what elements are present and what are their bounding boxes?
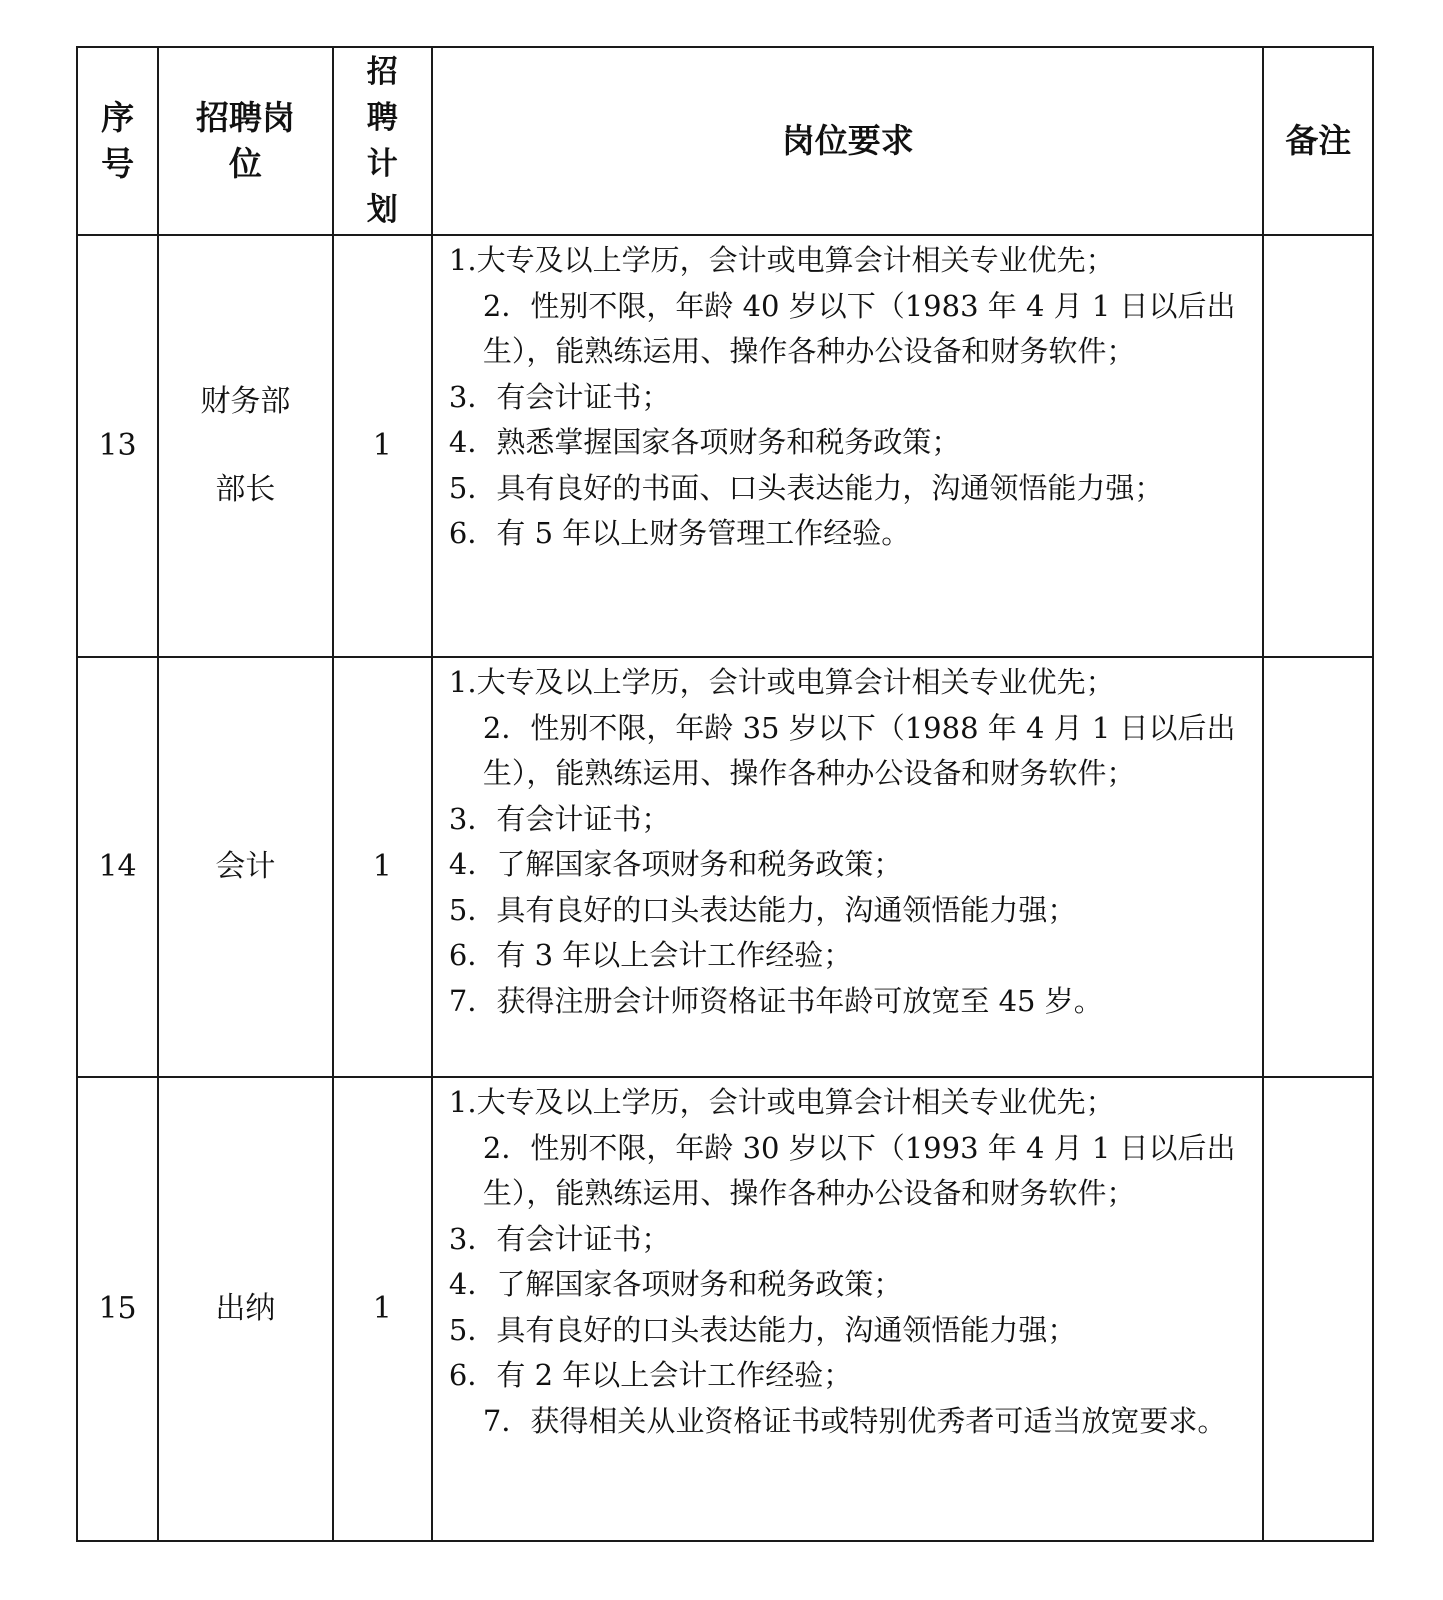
table-header-row <box>77 47 1373 235</box>
row-note <box>1263 657 1373 1077</box>
requirement-item: 6．有 3 年以上会计工作经验； <box>448 938 853 972</box>
requirement-item: 6．有 2 年以上会计工作经验； <box>448 1358 853 1392</box>
requirement-item: 4．熟悉掌握国家各项财务和税务政策； <box>448 425 961 459</box>
row-requirements <box>432 657 1264 1077</box>
row-requirements <box>432 235 1264 657</box>
row-post: 会计 <box>158 657 332 1077</box>
header-note: 备注 <box>1263 47 1373 235</box>
row-post: 财务部 部长 <box>158 235 332 657</box>
table-row <box>77 1077 1373 1541</box>
row-plan: 1 <box>333 1077 432 1541</box>
recruitment-table <box>76 46 1374 1542</box>
requirement-item: 3．有会计证书； <box>448 801 671 836</box>
header-plan: 招 聘 计 划 <box>333 47 432 235</box>
requirement-item: 1.大专及以上学历，会计或电算会计相关专业优先； <box>448 665 1115 699</box>
table-row <box>77 235 1373 657</box>
requirement-item: 2．性别不限，年龄 35 岁以下（1988 年 4 月 1 日以后出生），能熟练运用、操作各种办公设备和财务软件； <box>482 710 1236 790</box>
row-requirements <box>432 1077 1264 1541</box>
requirement-item: 7．获得相关从业资格证书或特别优秀者可适当放宽要求。 <box>482 1403 1227 1438</box>
header-requirements: 岗位要求 <box>432 47 1264 235</box>
requirement-item: 3．有会计证书； <box>448 379 671 414</box>
requirement-item: 5．具有良好的书面、口头表达能力，沟通领悟能力强； <box>448 470 1164 505</box>
header-post: 招聘岗 位 <box>158 47 332 235</box>
requirement-item: 1.大专及以上学历，会计或电算会计相关专业优先； <box>448 243 1115 277</box>
requirement-item: 4．了解国家各项财务和税务政策； <box>448 847 903 881</box>
requirement-item: 5．具有良好的口头表达能力，沟通领悟能力强； <box>448 892 1077 927</box>
requirement-item: 4．了解国家各项财务和税务政策； <box>448 1267 903 1301</box>
row-plan: 1 <box>333 235 432 657</box>
row-post: 出纳 <box>158 1077 332 1541</box>
row-plan: 1 <box>333 657 432 1077</box>
requirement-item: 7．获得注册会计师资格证书年龄可放宽至 45 岁。 <box>448 983 1103 1018</box>
requirement-item: 5．具有良好的口头表达能力，沟通领悟能力强； <box>448 1312 1077 1347</box>
row-note <box>1263 235 1373 657</box>
row-note <box>1263 1077 1373 1541</box>
header-seq: 序 号 <box>77 47 158 235</box>
requirement-item: 1.大专及以上学历，会计或电算会计相关专业优先； <box>448 1085 1115 1119</box>
table-row <box>77 657 1373 1077</box>
row-seq: 15 <box>77 1077 158 1541</box>
requirement-item: 2．性别不限，年龄 30 岁以下（1993 年 4 月 1 日以后出生），能熟练运用、操作各种办公设备和财务软件； <box>482 1130 1236 1210</box>
row-seq: 14 <box>77 657 158 1077</box>
requirement-item: 6．有 5 年以上财务管理工作经验。 <box>448 516 911 550</box>
requirement-item: 3．有会计证书； <box>448 1221 671 1256</box>
requirement-item: 2．性别不限，年龄 40 岁以下（1983 年 4 月 1 日以后出生），能熟练运用、操作各种办公设备和财务软件； <box>482 288 1236 368</box>
row-seq: 13 <box>77 235 158 657</box>
